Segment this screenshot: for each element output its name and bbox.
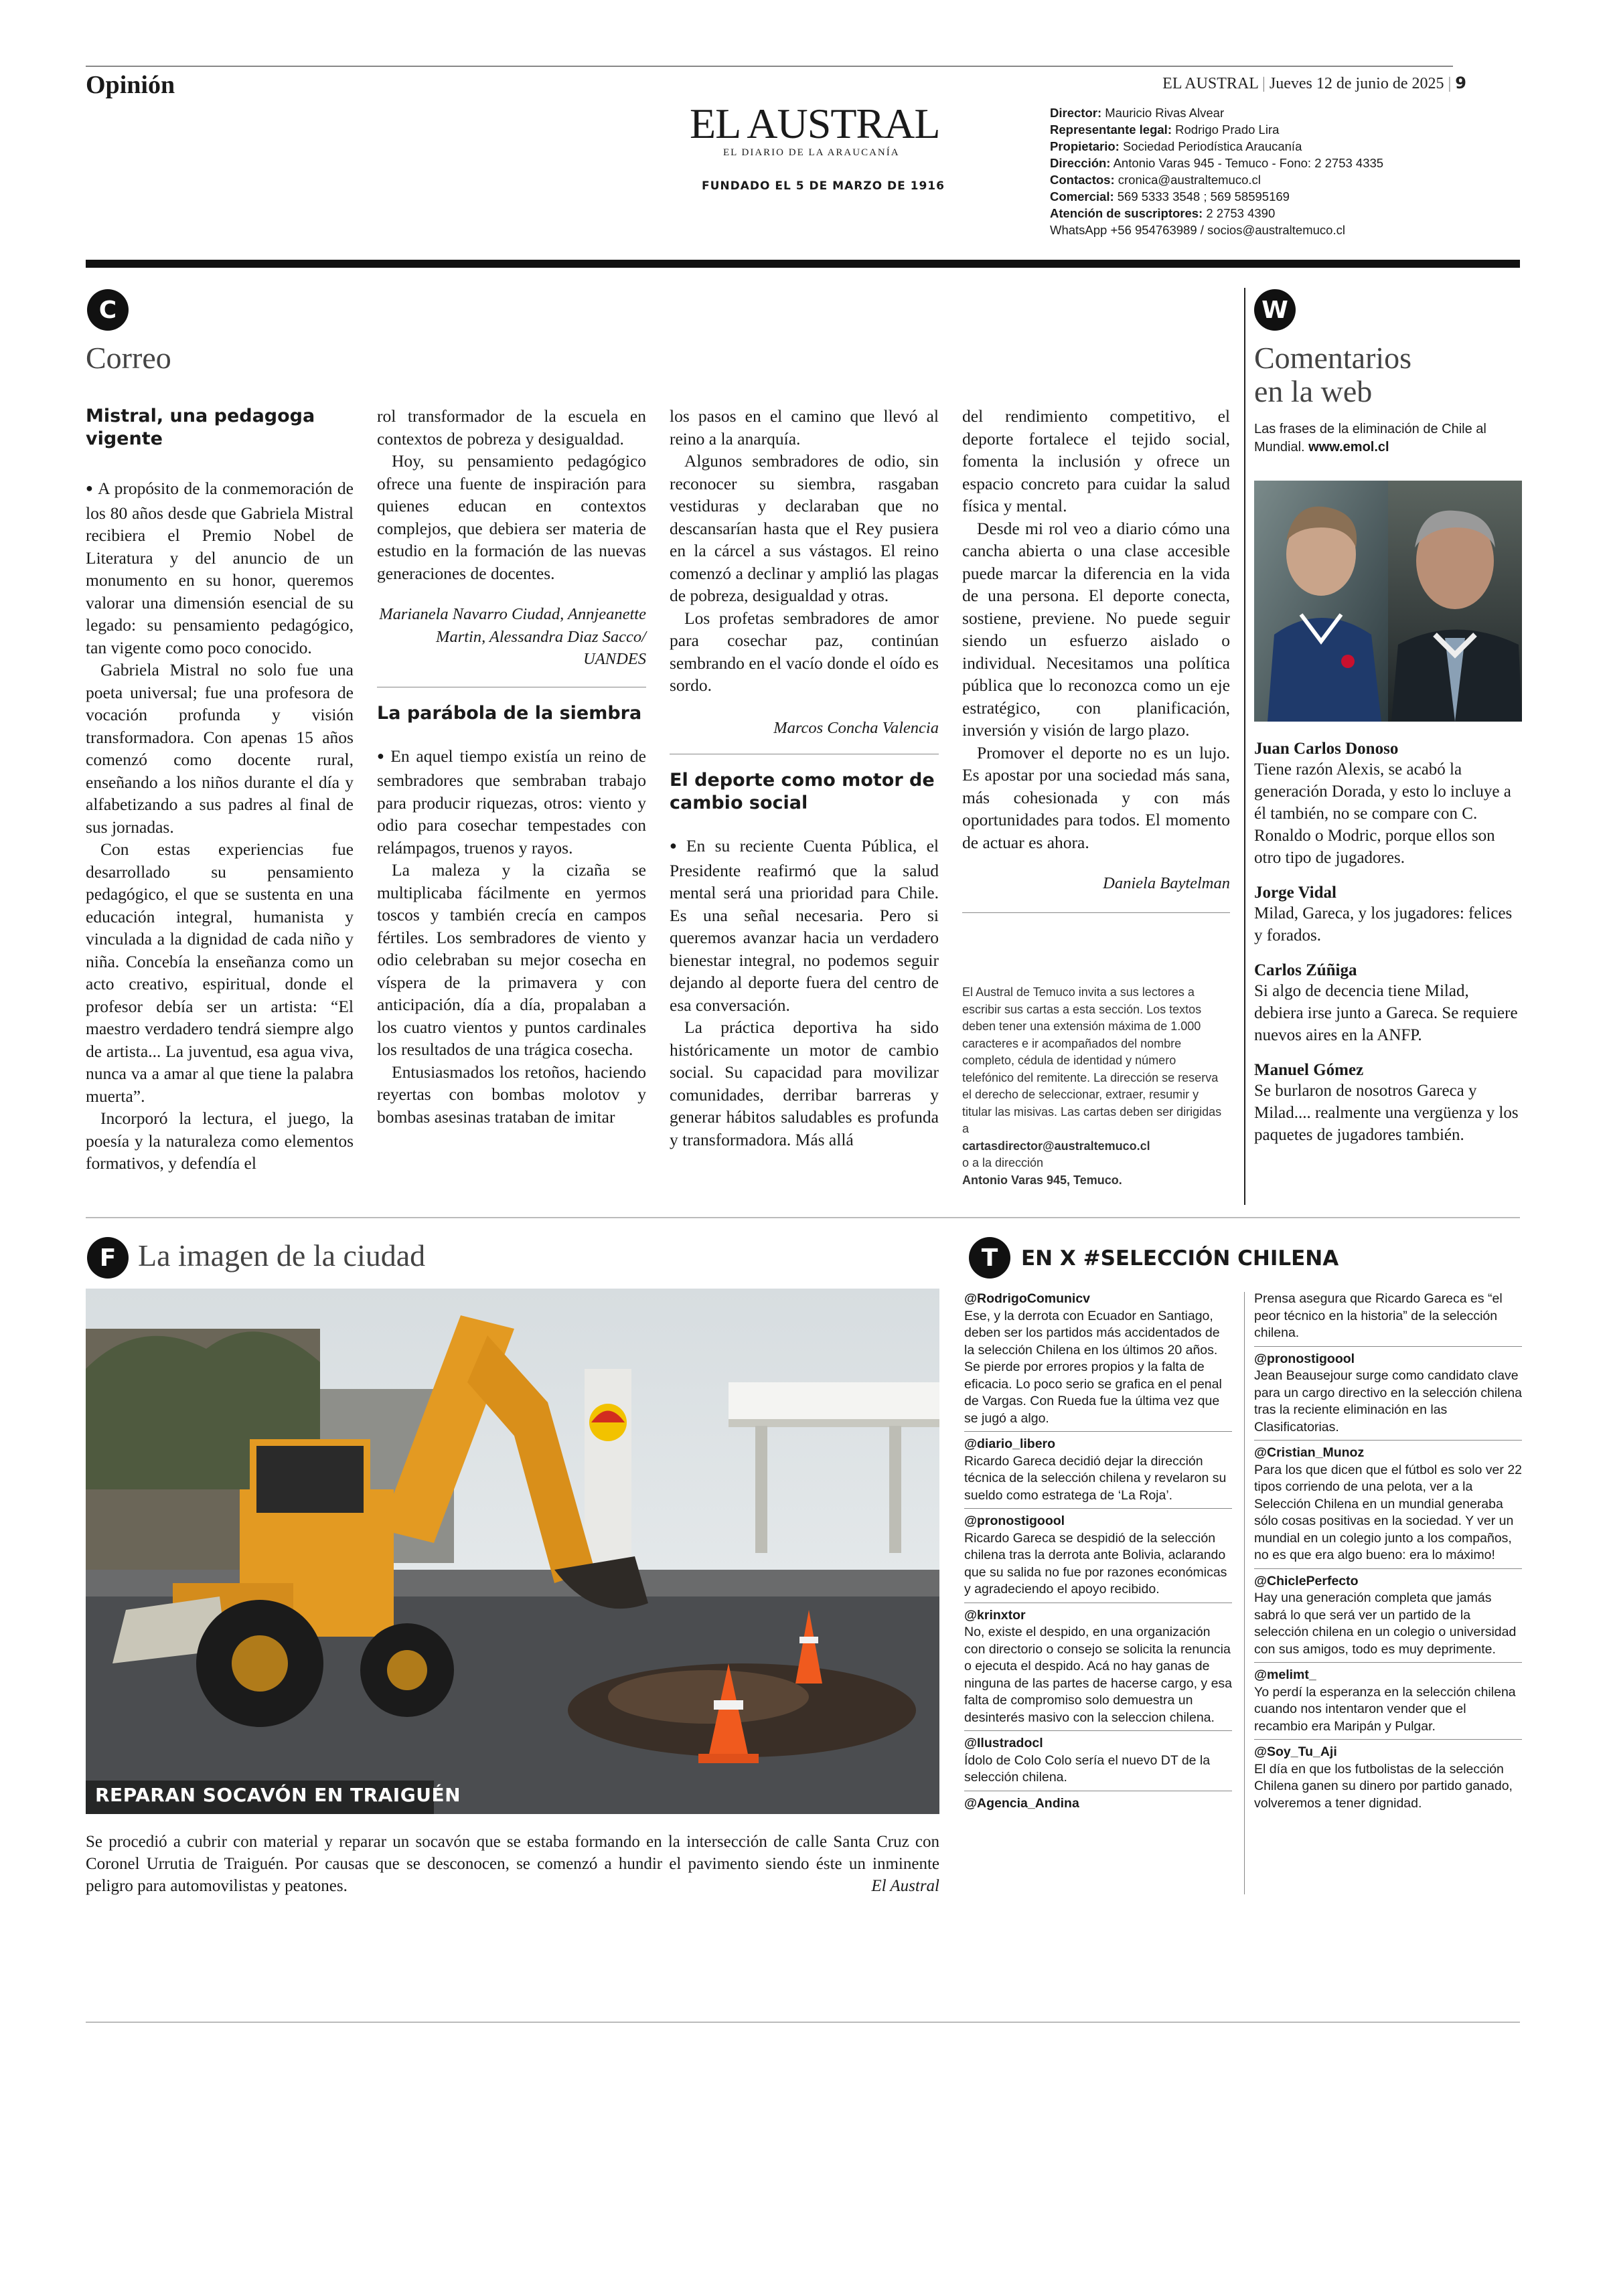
staff-value: 569 5333 3548 ; 569 58595169 bbox=[1117, 189, 1290, 203]
masthead-subtitle: EL DIARIO DE LA ARAUCANÍA bbox=[723, 147, 900, 158]
staff-label: Propietario: bbox=[1050, 139, 1120, 153]
letter2-p3: Entusiasmados los retoños, haciendo reyertas con bombas molotov y bombas asesinas trataban de imitar bbox=[377, 1062, 646, 1127]
tweet-text: Yo perdí la esperanza en la selección chilena cuando nos intentaron vender que el recambio era Maripán y Pulgar. bbox=[1254, 1684, 1516, 1734]
founded-line: FUNDADO EL 5 DE MARZO DE 1916 bbox=[702, 179, 945, 193]
staff-line bbox=[1050, 222, 1425, 238]
letter-col3 bbox=[670, 405, 939, 1151]
letter1-signature: Marianela Navarro Ciudad, Annjeanette Martin, Alessandra Diaz Sacco/ UANDES bbox=[379, 605, 646, 668]
staff-line bbox=[1050, 138, 1425, 155]
comment-text: Tiene razón Alexis, se acabó la generación Dorada, y esto lo incluye a él también, no se compare con C. Ronaldo o Modric, porque ellos son otro tipo de jugadores. bbox=[1254, 760, 1511, 867]
letter1-col1 bbox=[86, 405, 354, 1175]
comment-text: Milad, Gareca, y los jugadores: felices y forados. bbox=[1254, 904, 1513, 945]
letter3-p5: Promover el deporte no es un lujo. Es apostar por una sociedad más sana, más cohesionada y con más oportunidades para todos. El momento de actuar es ahora. bbox=[962, 742, 1230, 852]
letter2-p1: ● En aquel tiempo existía un reino de sembradores que sembraban trabajo para producir riquezas, otros: viento y odio para cosechar tempestades con relámpagos, truenos y rayos. bbox=[377, 745, 646, 859]
staff-value: Antonio Varas 945 - Temuco - Fono: 2 2753 4335 bbox=[1113, 156, 1384, 170]
tweet-text: Hay una generación completa que jamás sabrá lo que será ver un partido de la selección chilena en un colegio o universidad con sus amigos, todo es muy deprimente. bbox=[1254, 1590, 1517, 1657]
letter3-signature: Daniela Baytelman bbox=[1103, 874, 1230, 892]
tweet-text: Ese, y la derrota con Ecuador en Santiago, deben ser los partidos más accidentados de la selección Chilena en los últimos 20 años. Se pierde por errores propios y la falta de eficacia. Lo poco serio se grafica en el penal de Vargas. Con Rueda fue la última vez que se jugó a algo. bbox=[964, 1308, 1222, 1426]
bottom-rule bbox=[86, 2022, 1520, 2023]
excavator-photo-graphic bbox=[86, 1289, 939, 1814]
staff-label: Contactos: bbox=[1050, 173, 1115, 187]
tweet-text: Para los que dicen que el fútbol es solo ver 22 tipos corriendo de una pelota, ver a la Selección Chilena en un mundial generaba sólo cosas positivas en la sociedad. Y ver un mundial en un colegio junto a los compaños, no es que era algo bueno: era lo máximo! bbox=[1254, 1462, 1523, 1562]
tweet-handle[interactable]: @RodrigoComunicv bbox=[964, 1291, 1091, 1306]
correo-title: Correo bbox=[86, 341, 171, 375]
letter2-p2: La maleza y la cizaña se multiplicaba fácilmente en yermos toscos y también crecía en campos fértiles. Los sembradores de viento y odio celebraban su mejor cosecha en víspera de la primavera y con anticipación, día a día, propalaban a los cuatro vientos y puntos cardinales los resultados de una trágica cosecha. bbox=[377, 860, 646, 1059]
tweet-handle[interactable]: @melimt_ bbox=[1254, 1667, 1316, 1682]
notice-address: Antonio Varas 945, Temuco. bbox=[962, 1173, 1122, 1187]
tweet-separator bbox=[964, 1730, 1232, 1731]
tweet-handle[interactable]: @pronostigoool bbox=[964, 1513, 1065, 1528]
letter3-p1: ● En su reciente Cuenta Pública, el Presidente reafirmó que la salud mental será una prioridad para Chile. Es una señal necesaria. Pero si queremos avanzar hacia un verdadero bienestar integral, no podemos seguir dejando al deporte fuera del centro de esa conversación. bbox=[670, 835, 939, 1016]
staff-value: Sociedad Periodística Araucanía bbox=[1122, 139, 1302, 153]
letter3-p2: La práctica deportiva ha sido históricamente un motor de cambio social. Su capacidad para movilizar comunidades, derribar barreras y generar hábitos saludables es profunda y transformadora. Más allá bbox=[670, 1017, 939, 1149]
photo-caption: REPARAN SOCAVÓN EN TRAIGUÉN bbox=[95, 1784, 461, 1806]
staff-label: Director: bbox=[1050, 106, 1102, 120]
staff-line bbox=[1050, 104, 1425, 121]
web-photo bbox=[1254, 481, 1522, 722]
comment-author: Manuel Gómez bbox=[1254, 1061, 1364, 1079]
x-col1 bbox=[964, 1291, 1232, 1812]
comment-text: Se burlaron de nosotros Gareca y Milad.... realmente una vergüenza y los paquetes de jugadores también. bbox=[1254, 1082, 1519, 1144]
staff-line bbox=[1050, 188, 1425, 205]
tweet-handle[interactable]: @Soy_Tu_Aji bbox=[1254, 1744, 1337, 1759]
comment-author: Carlos Zúñiga bbox=[1254, 961, 1357, 979]
web-title-line2: en la web bbox=[1254, 374, 1373, 408]
letter1-p1: ● A propósito de la conmemoración de los 80 años desde que Gabriela Mistral recibiera el Premio Nobel de Literatura y del anuncio de un monumento en su honor, queremos valorar una dimensión esencial de su legado: su pensamiento pedagógico, tan vigente como poco conocido. bbox=[86, 477, 354, 659]
letter-col4 bbox=[962, 405, 1230, 932]
tweet-handle[interactable]: @krinxtor bbox=[964, 1607, 1026, 1623]
web-site: www.emol.cl bbox=[1308, 440, 1389, 455]
letter3-p4: Desde mi rol veo a diario cómo una cancha abierta o una clase accesible puede marcar la diferencia en la vida de una persona. El deporte conecta, sostiene, previene. No puede seguir siendo un esfuerzo aislado o individual. Necesitamos una política pública que lo reconozca como un eje estratégico, con planificación, inversión y visión de largo plazo. bbox=[962, 518, 1230, 740]
letter3-headline: El deporte como motor de cambio social bbox=[670, 770, 935, 813]
letter1-p5: rol transformador de la escuela en contextos de pobreza y desigualdad. bbox=[377, 406, 646, 448]
letter2-p6: Los profetas sembradores de amor para cosechar paz, continúan sembrando en el vacío donde el oído es sordo. bbox=[670, 608, 939, 695]
comment-author: Jorge Vidal bbox=[1254, 884, 1336, 902]
x-badge: T bbox=[969, 1237, 1010, 1279]
notice-email: cartasdirector@australtemuco.cl bbox=[962, 1139, 1150, 1153]
separator bbox=[962, 912, 1230, 913]
section-rule bbox=[86, 1217, 1520, 1218]
column-divider bbox=[1244, 288, 1245, 1205]
tweet-text: Jean Beausejour surge como candidato clave para un cargo directivo en la selección chilena tras la reciente eliminación en las Clasificatorias. bbox=[1254, 1368, 1522, 1434]
tweet-text: El día en que los futbolistas de la selección Chilena ganen su dinero por partido ganado, volveremos a tener dignidad. bbox=[1254, 1761, 1513, 1811]
header-thick-rule bbox=[86, 260, 1520, 268]
tweet-text: Ricardo Gareca decidió dejar la dirección técnica de la selección chilena y revelaron su sueldo como estratega de ‘La Roja’. bbox=[964, 1453, 1227, 1503]
tweet-separator bbox=[1254, 1662, 1522, 1663]
staff-label: Atención de suscriptores: bbox=[1050, 206, 1203, 220]
dateline-date: Jueves 12 de junio de 2025 bbox=[1269, 75, 1444, 92]
tweet-separator bbox=[964, 1431, 1232, 1432]
page-number: 9 bbox=[1455, 74, 1466, 92]
masthead: EL AUSTRAL bbox=[690, 100, 940, 147]
letter-col2 bbox=[377, 405, 646, 1128]
staff-label: Comercial: bbox=[1050, 189, 1114, 203]
web-intro-text: Las frases de la eliminación de Chile al Mundial. bbox=[1254, 422, 1486, 455]
letter2-signature: Marcos Concha Valencia bbox=[773, 718, 939, 737]
web-comments-list bbox=[1254, 740, 1522, 1161]
ciudad-photo bbox=[86, 1289, 939, 1814]
tweet-separator bbox=[1254, 1440, 1522, 1441]
tweet-separator bbox=[1254, 1346, 1522, 1347]
staff-value: WhatsApp +56 954763989 / socios@australtemuco.cl bbox=[1050, 223, 1345, 237]
tweet-text: No, existe el despido, en una organización con directorio o consejo se solicita la renuncia o ejecuta el despido. Acá no hay ganas de ninguna de las partes de hacerse cargo, y esa falta de compromiso solo demuestra un desinterés masivo con la seleccion chilena. bbox=[964, 1625, 1233, 1725]
staff-line bbox=[1050, 155, 1425, 171]
tweet-text: Ricardo Gareca se despidió de la selección chilena tras la derrota ante Bolivia, aclarando que su salida no fue por razones económicas y agradeciendo el apoyo recibido. bbox=[964, 1530, 1227, 1596]
web-title bbox=[1254, 341, 1411, 408]
web-intro bbox=[1254, 420, 1522, 457]
x-title: EN X #SELECCIÓN CHILENA bbox=[1021, 1246, 1339, 1270]
notice-text: El Austral de Temuco invita a sus lectores a escribir sus cartas a esta sección. Los textos deben tener una extensión máxima de 1.000 caracteres e ir acompañados del nombre completo, cédula de identidad y número telefónico del remitente. La dirección se reserva el derecho de seleccionar, extraer, resumir y titular las misivas. Las cartas deben ser dirigidas a bbox=[962, 985, 1222, 1135]
letter2-headline: La parábola de la siembra bbox=[377, 702, 642, 724]
web-title-line1: Comentarios bbox=[1254, 341, 1412, 375]
letter1-p2: Gabriela Mistral no solo fue una poeta universal; fue una profesora de vocación profunda y visión transformadora. Con apenas 15 años comenzó como docente rural, enseñando a los niños durante el día y alfabetizando a sus padres al final de sus jornadas. bbox=[86, 660, 354, 837]
web-badge: W bbox=[1254, 289, 1296, 331]
ciudad-caption bbox=[86, 1831, 939, 1897]
dateline: EL AUSTRAL | Jueves 12 de junio de 2025 | 9 bbox=[1162, 74, 1466, 92]
letter1-p6: Hoy, su pensamiento pedagógico ofrece una fuente de inspiración para quienes educan en contextos complejos, que debiera ser materia de estudio en la formación de las nuevas generaciones de docentes. bbox=[377, 451, 646, 583]
web-photo-graphic bbox=[1254, 481, 1522, 722]
tweet-handle[interactable]: @ChiclePerfecto bbox=[1254, 1573, 1359, 1588]
tweet-separator bbox=[1254, 1739, 1522, 1740]
top-rule bbox=[86, 66, 1453, 67]
x-col2 bbox=[1254, 1291, 1522, 1816]
tweet-handle[interactable]: @Ilustradocl bbox=[964, 1736, 1043, 1750]
dateline-paper: EL AUSTRAL bbox=[1162, 75, 1259, 92]
letter2-p5: Algunos sembradores de odio, sin reconocer su siembra, rasgaban vestiduras y declaraban que no descansarían hasta que el Rey pusiera en la cárcel a sus vástagos. El reino comenzó a declinar y amplió las plagas de pobreza, desigualdad y otras. bbox=[670, 451, 939, 605]
staff-label: Dirección: bbox=[1050, 156, 1111, 170]
staff-line bbox=[1050, 205, 1425, 222]
staff-value: 2 2753 4390 bbox=[1206, 206, 1276, 220]
staff-value: Rodrigo Prado Lira bbox=[1175, 122, 1280, 137]
tweet-handle[interactable]: @Cristian_Munoz bbox=[1254, 1445, 1365, 1460]
ciudad-credit: El Austral bbox=[871, 1877, 939, 1895]
ciudad-badge: F bbox=[87, 1237, 129, 1279]
tweet-separator bbox=[964, 1508, 1232, 1509]
staff-line bbox=[1050, 121, 1425, 138]
staff-value: Mauricio Rivas Alvear bbox=[1105, 106, 1225, 120]
letter3-p3: del rendimiento competitivo, el deporte fortalece el tejido social, fomenta la inclusión y ofrece un espacio concreto para cuidar la salud física y mental. bbox=[962, 406, 1230, 515]
staff-box bbox=[1050, 104, 1425, 238]
x-column-divider bbox=[1244, 1292, 1245, 1894]
x-col2-lead: Prensa asegura que Ricardo Gareca es “el peor técnico en la historia” de la selección chilena. bbox=[1254, 1291, 1503, 1340]
ciudad-caption-text: Se procedió a cubrir con material y reparar un socavón que se estaba formando en la intersección de calle Santa Cruz con Coronel Urrutia de Traiguén. Por causas que se desconocen, se comenzó a hundir el pavimento siendo éste un inminente peligro para automovilistas y peatones. bbox=[86, 1833, 939, 1895]
tweet-handle[interactable]: @pronostigoool bbox=[1254, 1351, 1355, 1366]
staff-line bbox=[1050, 171, 1425, 188]
staff-value: cronica@australtemuco.cl bbox=[1118, 173, 1261, 187]
letter2-p4: los pasos en el camino que llevó al reino a la anarquía. bbox=[670, 406, 939, 448]
comment-author: Juan Carlos Donoso bbox=[1254, 740, 1399, 758]
letters-notice bbox=[962, 984, 1230, 1189]
tweet-separator bbox=[1254, 1568, 1522, 1569]
comment-text: Si algo de decencia tiene Milad, debiera irse junto a Gareca. Se requiere nuevos aires en la ANFP. bbox=[1254, 982, 1518, 1044]
tweet-text: Ídolo de Colo Colo sería el nuevo DT de la selección chilena. bbox=[964, 1752, 1211, 1785]
notice-or: o a la dirección bbox=[962, 1156, 1044, 1169]
staff-label: Representante legal: bbox=[1050, 122, 1172, 137]
letter1-p3: Con estas experiencias fue desarrollado su pensamiento pedagógico, el que se sustenta en una educación integral, humanista y vinculada a la dignidad de cada niño y niña. Concebía la enseñanza como un acto creativo, espiritual, donde el profesor debía ser un artista: “El maestro verdadero tendrá siempre algo de artista... La juventud, esa agua viva, nunca va a amar al que tiene la palabra muerta”. bbox=[86, 839, 354, 1106]
section-label: Opinión bbox=[86, 71, 175, 99]
letter1-headline: Mistral, una pedagoga vigente bbox=[86, 406, 315, 449]
tweet-handle[interactable]: @Agencia_Andina bbox=[964, 1795, 1079, 1811]
ciudad-title: La imagen de la ciudad bbox=[138, 1238, 426, 1273]
letter1-p4: Incorporó la lectura, el juego, la poesía y la naturaleza como elementos formativos, y defendía el bbox=[86, 1109, 354, 1173]
correo-badge: C bbox=[87, 289, 129, 331]
tweet-handle[interactable]: @diario_libero bbox=[964, 1437, 1056, 1451]
